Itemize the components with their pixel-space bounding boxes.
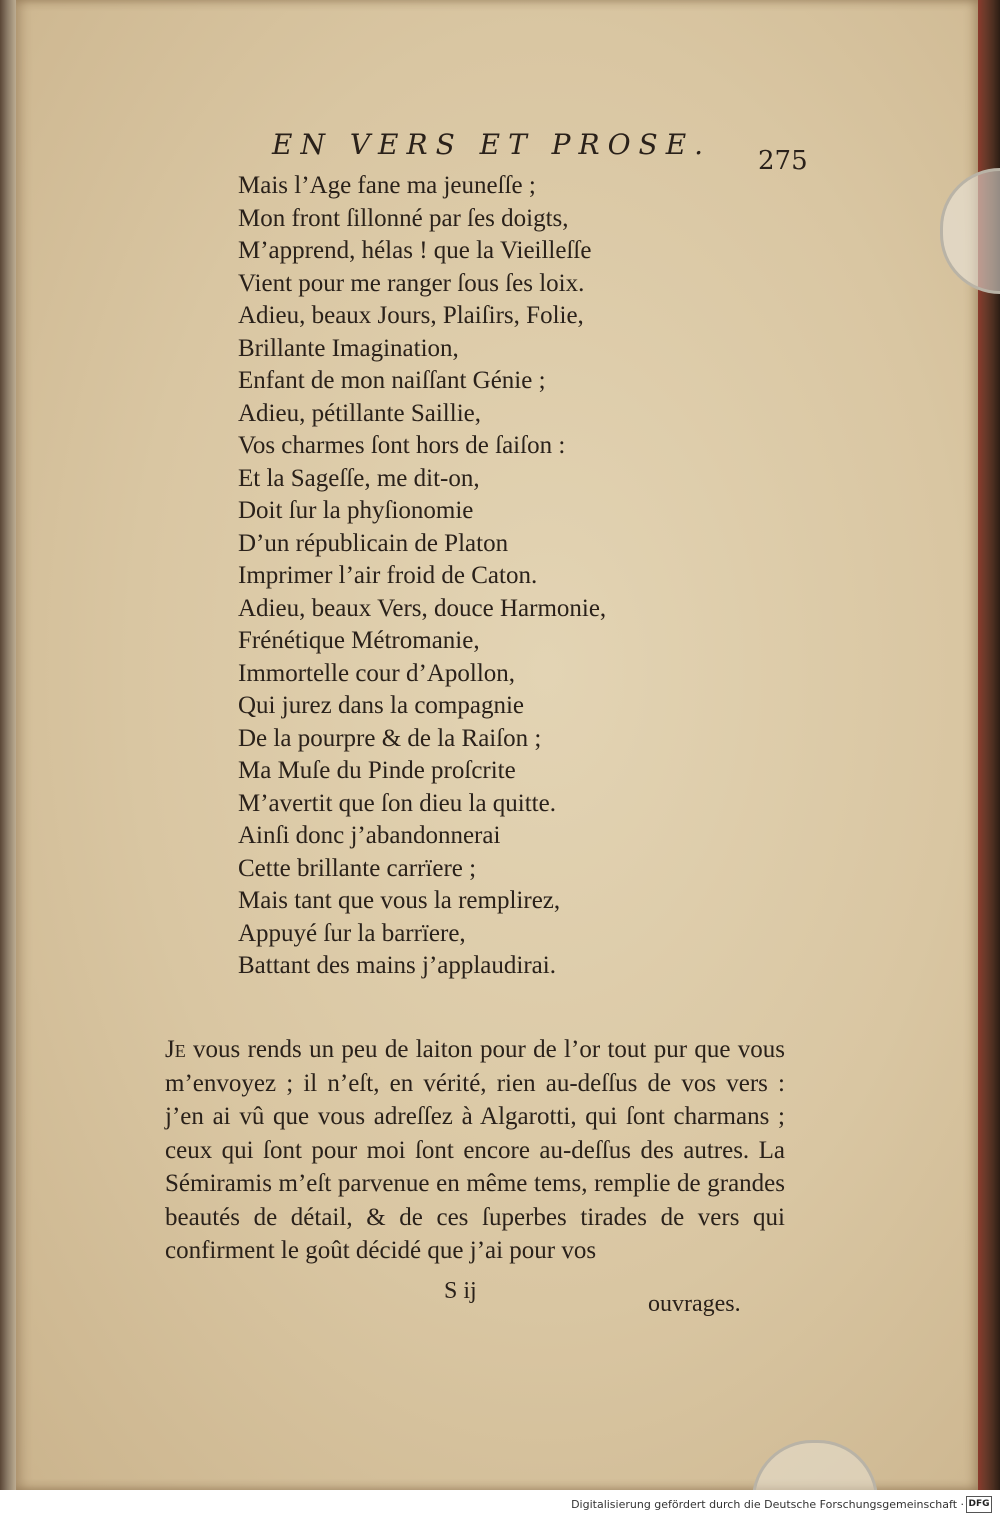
prose-text: vous rends un peu de laiton pour de l’or tout pur que vous m’envoyez ; il n’eſt, en vérité, rien au-deſſus de vos vers : j’en ai vû que vous adreſſez à Algarotti, qui ſont charmans ; ceux qui ſont pour moi ſont encore au-deſſus des autres. La Sémiramis m’eſt parvenue en même tems, remplie de grandes beautés de détail, & de ces ſuperbes tirades de vers qui confirment le goût décidé que j’ai pour vos [165,1036,785,1264]
prose-paragraph [165,1033,785,1268]
verse-line: Enfant de mon naiſſant Génie ; [238,367,546,394]
verse-line: Doit ſur la phyſionomie [238,497,474,524]
verse-line: Ma Muſe du Pinde proſcrite [238,757,516,784]
verse-line: Adieu, beaux Vers, douce Harmonie, [238,594,607,622]
dfg-logo-icon: DFG [966,1496,992,1513]
verse-line: D’un républicain de Platon [238,529,509,557]
footer-credit: Digitalisierung gefördert durch die Deutsche Forschungsgemeinschaft · [571,1498,964,1511]
verse-line: Vient pour me ranger ſous ſes loix. [238,269,585,297]
verse-line: Vos charmes ſont hors de ſaiſon : [238,432,566,459]
running-head: EN VERS ET PROSE. [272,128,712,161]
verse-line: Immortelle cour d’Apollon, [238,659,516,687]
verse-line: Cette brillante carrïere ; [238,854,477,882]
verse-line: Et la Sageſſe, me dit-on, [238,464,480,492]
verse-block [238,170,606,983]
signature-mark: S ij [444,1278,477,1304]
verse-line: Mon front ſillonné par ſes doigts, [238,204,569,232]
verse-line: Adieu, beaux Jours, Plaiſirs, Folie, [238,302,584,329]
verse-line: Appuyé ſur la barrïere, [238,919,466,947]
prose-lead-word: Je [165,1036,186,1063]
verse-line: Mais tant que vous la remplirez, [238,887,561,914]
verse-line: Frénétique Métromanie, [238,627,480,654]
verse-line: Imprimer l’air froid de Caton. [238,562,538,589]
verse-line: Brillante Imagination, [238,334,459,362]
page-number: 275 [758,146,808,176]
verse-line: Adieu, pétillante Saillie, [238,399,481,427]
verse-line: Qui jurez dans la compagnie [238,692,525,719]
verse-line: De la pourpre & de la Raiſon ; [238,724,542,752]
verse-line: Battant des mains j’applaudirai. [238,952,556,979]
verse-line: M’apprend, hélas ! que la Vieilleſſe [238,237,592,264]
verse-line: M’avertit que ſon dieu la quitte. [238,789,556,817]
catchword: ouvrages. [648,1291,741,1317]
verse-line: Ainſi donc j’abandonnerai [238,822,501,849]
verse-line: Mais l’Age fane ma jeuneſſe ; [238,172,536,199]
